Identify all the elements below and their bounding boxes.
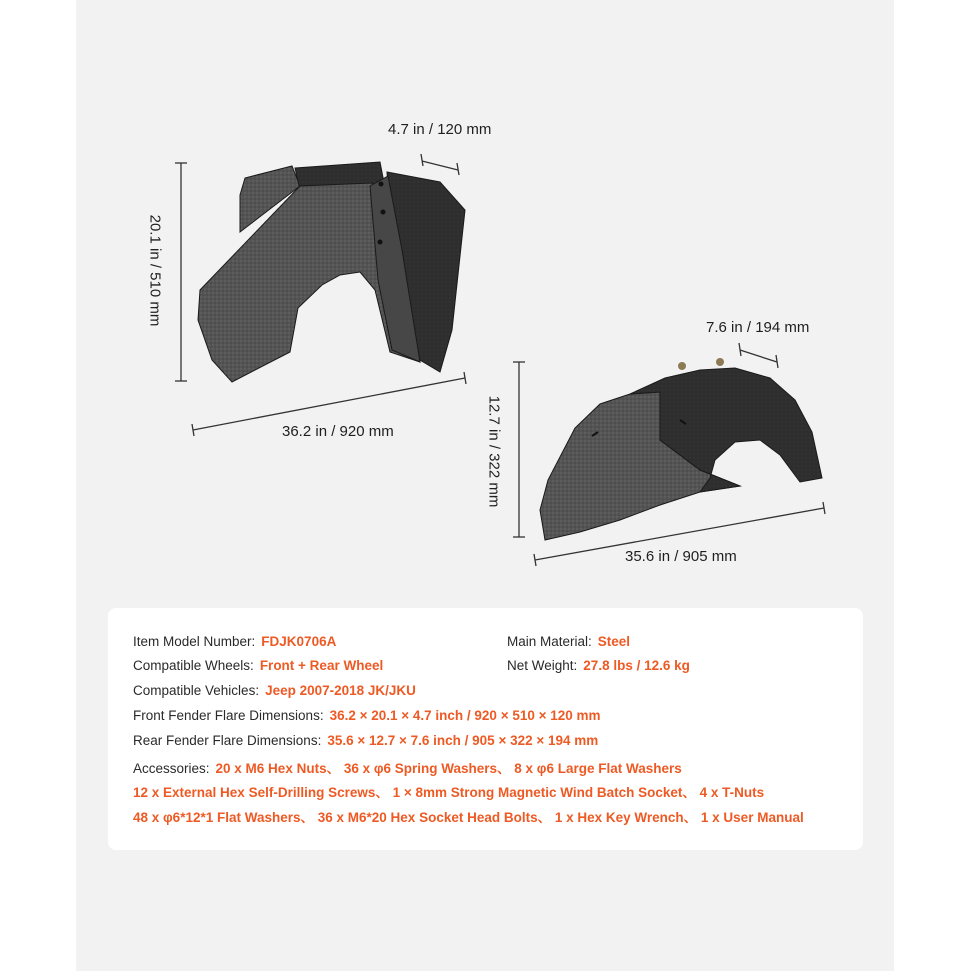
spec-front-dims	[133, 708, 601, 723]
front-width-label: 36.2 in / 920 mm	[282, 423, 394, 440]
spec-accessories	[133, 757, 682, 777]
spec-accessories-line2: 12 x External Hex Self-Drilling Screws、 1 × 8mm Strong Magnetic Wind Batch Socket、 4 x T-Nuts	[133, 785, 765, 800]
spec-accessories-line1: 20 x M6 Hex Nuts、 36 x φ6 Spring Washers、 8 x φ6 Large Flat Washers	[215, 761, 682, 776]
spec-accessories-line3: 48 x φ6*12*1 Flat Washers、 36 x M6*20 Hex Socket Head Bolts、 1 x Hex Key Wrench、 1 x User Manual	[133, 810, 804, 825]
spec-weight-label: Net Weight:	[507, 658, 578, 673]
spec-model	[133, 634, 336, 649]
rear-height-label: 12.7 in / 322 mm	[485, 395, 503, 508]
front-fender-image	[198, 162, 465, 382]
spec-wheels	[133, 658, 383, 673]
rear-depth-label: 7.6 in / 194 mm	[706, 319, 810, 336]
spec-vehicles-label: Compatible Vehicles:	[133, 683, 260, 698]
spec-weight-value: 27.8 lbs / 12.6 kg	[583, 658, 690, 673]
spec-rear-dims	[133, 733, 598, 748]
spec-material-value: Steel	[597, 634, 631, 649]
spec-material-label: Main Material:	[507, 634, 592, 649]
rear-width-label: 35.6 in / 905 mm	[625, 548, 737, 565]
spec-wheels-value: Front + Rear Wheel	[259, 658, 384, 673]
spec-model-value: FDJK0706A	[261, 634, 337, 649]
spec-model-label: Item Model Number:	[133, 634, 256, 649]
spec-front-dims-label: Front Fender Flare Dimensions:	[133, 708, 324, 723]
rear-fender-image	[540, 358, 822, 540]
spec-accessories-label: Accessories:	[133, 761, 210, 776]
spec-front-dims-value: 36.2 × 20.1 × 4.7 inch / 920 × 510 × 120 mm	[329, 708, 601, 723]
front-depth-label: 4.7 in / 120 mm	[388, 121, 492, 138]
spec-vehicles	[133, 683, 416, 698]
spec-rear-dims-value: 35.6 × 12.7 × 7.6 inch / 905 × 322 × 194 mm	[327, 733, 599, 748]
spec-wheels-label: Compatible Wheels:	[133, 658, 254, 673]
spec-rear-dims-label: Rear Fender Flare Dimensions:	[133, 733, 322, 748]
spec-material	[507, 634, 630, 649]
front-height-label: 20.1 in / 510 mm	[146, 214, 164, 327]
spec-weight	[507, 658, 690, 673]
spec-vehicles-value: Jeep 2007-2018 JK/JKU	[265, 683, 416, 698]
